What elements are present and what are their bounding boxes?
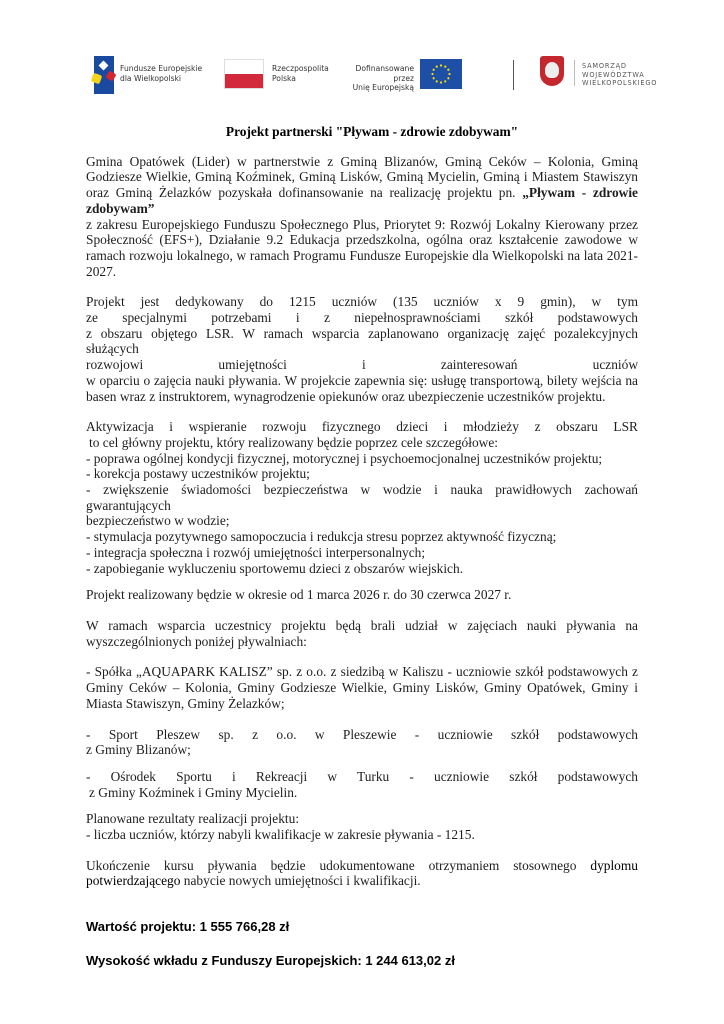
eu-star-icon [440,81,442,83]
dedication-paragraph: Projekt jest dedykowany do 1215 uczniów (135 uczniów x 9 gmin), w tym ze specjalnymi potrzebami i z niepełnosprawnościami szkół podstawowych z obszaru objętego LSR. W ramach wsparcia zaplanowano organizację zajęć pozalekcyjnych służących rozwojowi umiejętności i zainteresowań uczniów w oparciu o zajęcia nauki pływania. W projekcie zapewnia się: usługę transportową, bilety wejścia na basen wraz z instruktorem, wynagrodzenie opiekunów oraz ubezpieczenie uczestników projektu. [86,294,638,404]
completion-paragraph: Ukończenie kursu pływania będzie udokumentowane otrzymaniem stosownego dyplomu potwierdzającego nabycie nowych umiejętności i kwalifikacji. [86,857,638,889]
eu-star-icon [444,80,446,82]
goal-item: - zwiększenie świadomości bezpieczeństwa w wodzie i nauka prawidłowych zachowań gwarantujących [86,482,638,513]
fe-logo-line1: Fundusze Europejskie [120,64,203,73]
eu-logo-line2: Unię Europejską [352,83,414,92]
eu-star-icon [433,77,435,79]
eu-star-icon [447,69,449,71]
project-period: Projekt realizowany będzie w okresie od 1 marca 2026 r. do 30 czerwca 2027 r. [86,587,512,603]
eagle-shield-icon [540,56,564,86]
eu-flag-icon [420,59,462,89]
pl-logo-line2: Polska [272,73,296,83]
eu-star-icon [447,77,449,79]
results-item: - liczba uczniów, którzy nabyli kwalifikacje w zakresie pływania - 1215. [86,827,475,843]
results-paragraph [86,811,638,842]
eu-star-icon [436,66,438,68]
polish-flag-icon [224,59,264,89]
fundusze-europejskie-logo [94,50,214,102]
eu-star-icon [440,64,442,66]
rzeczpospolita-polska-logo [224,50,334,102]
goal-item: - zapobieganie wykluczeniu sportowemu dzieci z obszarów wiejskich. [86,560,464,576]
wlkp-logo-line2: WOJEWÓDZTWA [582,70,645,79]
pool-osir-turek: - Ośrodek Sportu i Rekreacji w Turku - uczniowie szkół podstawowych z Gminy Koźminek i Gminy Mycielin. [86,768,638,800]
goal-item: - poprawa ogólnej kondycji fizycznej, motorycznej i psychoemocjonalnej uczestników projektu; [86,450,603,466]
eu-star-icon [436,80,438,82]
funding-logo-bar [88,50,658,102]
logo-separator [513,60,514,90]
goal-item-cont: bezpieczeństwo w wodzie; [86,513,230,529]
goal-item: - korekcja postawy uczestników projektu; [86,466,310,482]
results-heading: Planowane rezultaty realizacji projektu: [86,811,300,827]
eu-cofinanced-logo [334,50,488,102]
document-title: Projekt partnerski "Pływam - zdrowie zdobywam" [225,124,519,139]
project-name: „Pływam - zdrowie [522,185,638,201]
pool-aquapark-kalisz: - Spółka „AQUAPARK KALISZ” sp. z o.o. z siedzibą w Kaliszu - uczniowie szkół podstawowych z Gminy Ceków – Kolonia, Gminy Godziesze Wielkie, Gminy Lisków, Gminy Opatówek, Gminy i Miasta Stawiszyn, Gminy Żelazków; [86,664,638,711]
document-body [86,124,638,969]
goals-paragraph: Aktywizacja i wspieranie rozwoju fizycznego dzieci i młodzieży z obszaru LSR to cel główny projektu, który realizowany będzie poprzez cele szczegółowe: - poprawa ogólnej kondycji fizycznej, motorycznej i psychoemocjonalnej uczestników projektu; - korekcja postawy uczestników projektu; - zwiększenie świadomości bezpieczeństwa w wodzie i nauka prawidłowych zachowań gwarantujących bezpieczeństwo w wodzie; - stymulacja pozytywnego samopoczucia i redukcja stresu poprzez aktywność fizyczną; - integracja społeczna i rozwój umiejętności interpersonalnych; - zapobieganie wykluczeniu sportowemu dzieci z obszarów wiejskich. [86,419,638,576]
wlkp-logo-line1: SAMORZĄD [582,62,627,70]
fe-stars-icon [94,56,114,94]
samorzad-wielkopolski-logo [540,50,660,102]
eu-star-icon [433,69,435,71]
eu-star-icon [444,66,446,68]
goal-item: - stymulacja pozytywnego samopoczucia i redukcja stresu poprzez aktywność fizyczną; [86,529,557,545]
eu-star-icon [448,73,450,75]
pl-logo-line1: Rzeczpospolita [272,64,329,73]
wlkp-logo-line3: WIELKOPOLSKIEGO [582,79,658,88]
fe-logo-line2: dla Wielkopolski [120,73,182,83]
intro-paragraph: Gmina Opatówek (Lider) w partnerstwie z Gminą Blizanów, Gminą Ceków – Kolonia, Gminą Godziesze Wielkie, Gminą Koźminek, Gminą Lisków, Gminą Mycielin, Gminą i Miastem Stawiszyn oraz Gminą Żelazków pozyskała dofinansowanie na realizację projektu pn. „Pływam - zdrowie zdobywam” z zakresu Europejskiego Funduszu Społecznego Plus, Priorytet 9: Rozwój Lokalny Kierowany przez Społeczność (EFS+), Działanie 9.2 Edukacja przedszkolna, ogólna oraz kształcenie zawodowe w ramach rozwoju lokalnego, w ramach Programu Fundusze Europejskie dla Wielkopolski na lata 2021- 2027. [86,153,638,279]
project-value: Wartość projektu: 1 555 766,28 zł [86,919,290,935]
pool-sport-pleszew: - Sport Pleszew sp. z o.o. w Pleszewie - uczniowie szkół podstawowych z Gminy Blizanów; [86,726,638,758]
eu-logo-line1: Dofinansowane przez [355,64,414,83]
eu-star-icon [431,73,433,75]
eu-contribution: Wysokość wkładu z Funduszy Europejskich: 1 244 613,02 zł [86,952,455,968]
pools-intro-paragraph: W ramach wsparcia uczestnicy projektu będą brali udział w zajęciach nauki pływania na wyszczególnionych poniżej pływalniach: [86,617,638,649]
goal-item: - integracja społeczna i rozwój umiejętności interpersonalnych; [86,544,426,560]
project-name-cont: zdobywam” [86,200,155,216]
